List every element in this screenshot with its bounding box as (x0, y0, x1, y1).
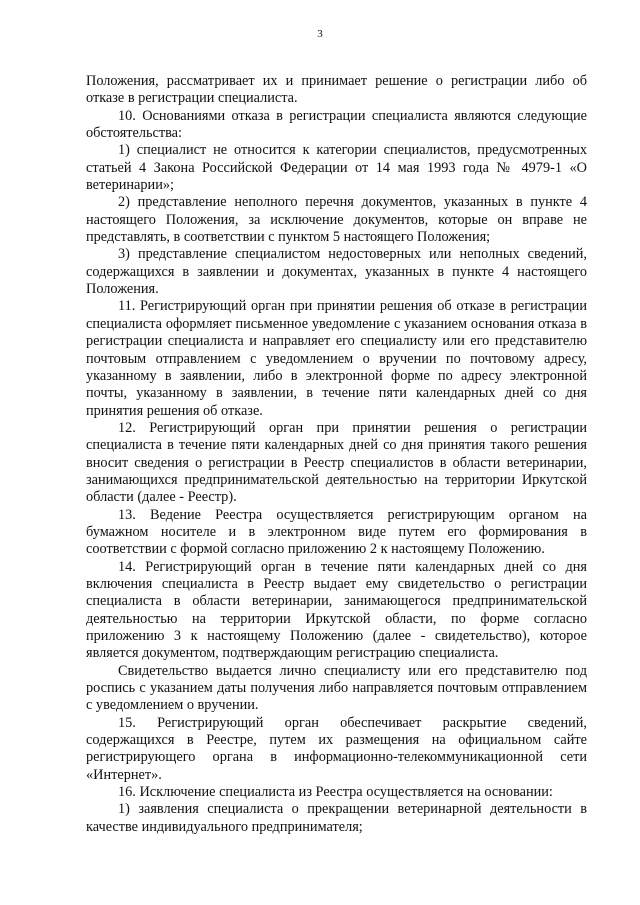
paragraph-item-15: 15. Регистрирующий орган обеспечивает раскрытие сведений, содержащихся в Реестре, путем их размещения на официальном сайте регистрирующего органа в информационно-телекоммуникационной сети «Интернет». (86, 714, 587, 783)
paragraph-item-14: 14. Регистрирующий орган в течение пяти календарных дней со дня включения специалиста в Реестр выдает ему свидетельство о регистрации специалиста в области ветеринарии, занимающегося предпринимательской деятельностью на территории Иркутской области, по форме согласно приложению 3 к настоящему Положению (далее - свидетельство), которое является документом, подтверждающим регистрацию специалиста. (86, 558, 587, 662)
paragraph-item-10-3: 3) представление специалистом недостоверных или неполных сведений, содержащихся в заявлении и документах, указанных в пункте 4 настоящего Положения. (86, 246, 587, 298)
paragraph-item-10-2: 2) представление неполного перечня документов, указанных в пункте 4 настоящего Положения, за исключение документов, которые он вправе не представлять, в соответствии с пунктом 5 настоящего Положения; (86, 194, 587, 246)
document-body (86, 73, 587, 836)
paragraph-item-13: 13. Ведение Реестра осуществляется регистрирующим органом на бумажном носителе и в электронном виде путем его формирования в соответствии с формой согласно приложению 2 к настоящему Положению. (86, 506, 587, 558)
paragraph-item-12: 12. Регистрирующий орган при принятии решения о регистрации специалиста в течение пяти календарных дней со дня принятия такого решения вносит сведения о регистрации в Реестр специалистов в области ветеринарии, занимающихся предпринимательской деятельностью на территории Иркутской области (далее - Реестр). (86, 419, 587, 506)
page-number: 3 (317, 28, 323, 40)
paragraph-item-10-1: 1) специалист не относится к категории специалистов, предусмотренных статьей 4 Закона Российской Федерации от 14 мая 1993 года № 4979-1 «О ветеринарии»; (86, 142, 587, 194)
paragraph-certificate-delivery: Свидетельство выдается лично специалисту или его представителю под роспись с указанием даты получения либо направляется почтовым отправлением с уведомлением о вручении. (86, 662, 587, 714)
paragraph-item-16-1: 1) заявления специалиста о прекращении ветеринарной деятельности в качестве индивидуального предпринимателя; (86, 801, 587, 835)
paragraph-item-11: 11. Регистрирующий орган при принятии решения об отказе в регистрации специалиста оформляет письменное уведомление с указанием основания отказа в регистрации специалиста и направляет его специалисту или его представителю почтовым отправлением с уведомлением о вручении по почтовому адресу, указанному в заявлении, либо в электронной форме по адресу электронной почты, указанному в заявлении, в течение пяти календарных дней со дня принятия решения об отказе. (86, 298, 587, 419)
paragraph-item-16: 16. Исключение специалиста из Реестра осуществляется на основании: (118, 784, 553, 801)
paragraph-item-10: 10. Основаниями отказа в регистрации специалиста являются следующие обстоятельства: (86, 107, 587, 142)
paragraph-continuation: Положения, рассматривает их и принимает решение о регистрации либо об отказе в регистрации специалиста. (86, 73, 587, 107)
